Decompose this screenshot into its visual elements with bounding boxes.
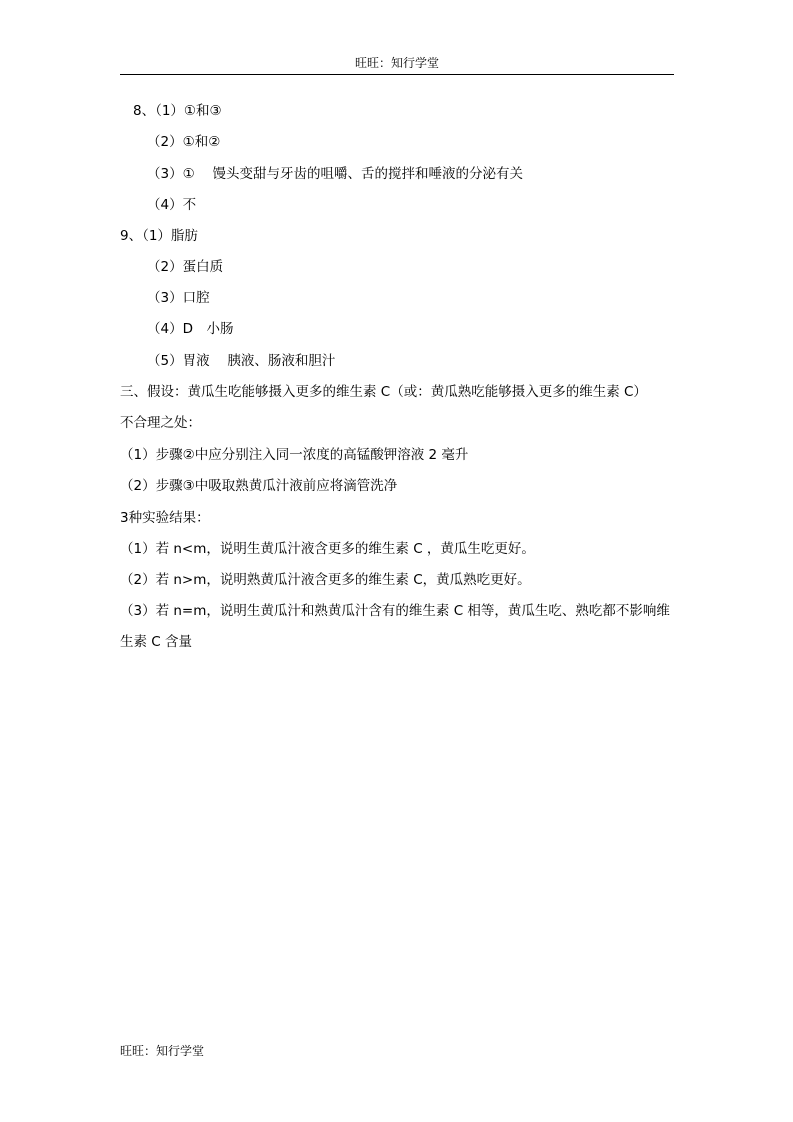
answer-8-2: （2）①和② — [147, 134, 221, 150]
answer-8-4: （4）不 — [147, 197, 197, 213]
answer-9-1: 9、（1）脂肪 — [120, 228, 198, 244]
footer-text: 旺旺：知行学堂 — [120, 1044, 205, 1058]
hypothesis-line: 三、假设：黄瓜生吃能够摄入更多的维生素 C（或：黄瓜熟吃能够摄入更多的维生素 C） — [120, 384, 647, 400]
answer-9-5: （5）胃液 胰液、肠液和胆汁 — [147, 353, 336, 369]
result-3: （3）若 n=m，说明生黄瓜汁和熟黄瓜汁含有的维生素 C 相等，黄瓜生吃、熟吃都不影响维生素 C 含量 — [120, 603, 670, 650]
results-heading: 3种实验结果： — [120, 510, 210, 526]
answer-9-3: （3）口腔 — [147, 290, 210, 306]
answer-9-4: （4）D 小肠 — [147, 321, 234, 337]
page-footer — [120, 1044, 204, 1058]
answer-8-3: （3）① 馒头变甜与牙齿的咀嚼、舌的搅拌和唾液的分泌有关 — [147, 166, 523, 182]
header-text: 旺旺：知行学堂 — [354, 56, 439, 70]
result-1: （1）若 n<m，说明生黄瓜汁液含更多的维生素 C ，黄瓜生吃更好。 — [120, 541, 535, 557]
answer-9-2: （2）蛋白质 — [147, 259, 224, 275]
unreasonable-1: （1）步骤②中应分别注入同一浓度的高锰酸钾溶液 2 毫升 — [120, 447, 469, 463]
unreasonable-2: （2）步骤③中吸取熟黄瓜汁液前应将滴管洗净 — [120, 478, 398, 494]
answer-8-1: 8、（1）①和③ — [133, 103, 222, 119]
unreasonable-heading: 不合理之处： — [120, 415, 201, 431]
result-2: （2）若 n>m，说明熟黄瓜汁液含更多的维生素 C，黄瓜熟吃更好。 — [120, 572, 531, 588]
page-header — [120, 56, 674, 75]
